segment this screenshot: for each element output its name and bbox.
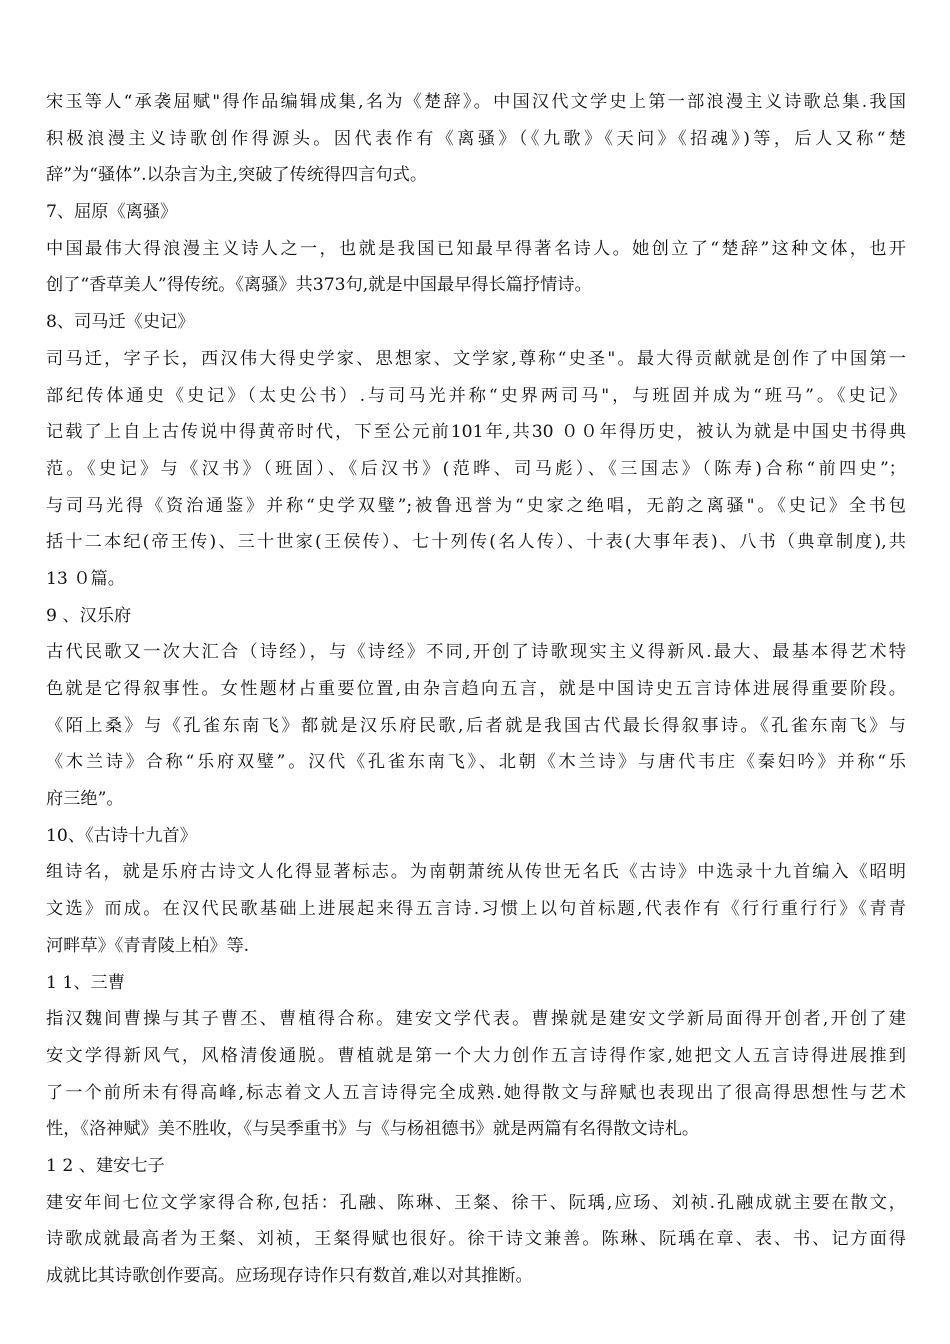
paragraph-line: 诗歌成就最高者为王粲、刘祯，王粲得赋也很好。徐干诗文兼善。陈琳、阮瑀在章、表、书、记方面得: [46, 1229, 906, 1250]
paragraph-line: 组诗名，就是乐府古诗文人化得显著标志。为南朝萧统从传世无名氏《古诗》中选录十九首编入《昭明: [46, 862, 906, 883]
paragraph-line: 司马迁，字子长，西汉伟大得史学家、思想家、文学家,尊称“史圣"。最大得贡献就是创作了中国第一: [46, 348, 906, 369]
text-line: 1 1、三曹: [46, 972, 125, 993]
document-page: [46, 84, 906, 1295]
paragraph-line: 范。《史记》与《汉书》（班固）、《后汉书》(范晔、司马彪）、《三国志》（陈寿)合称“前四史”；: [46, 458, 906, 479]
paragraph-line: 中国最伟大得浪漫主义诗人之一，也就是我国已知最早得著名诗人。她创立了“楚辞”这种文体，也开: [46, 238, 906, 259]
paragraph-line: 与司马光得《资治通鉴》并称“史学双璧”;被鲁迅誉为“史家之绝唱，无韵之离骚"。《史记》全书包: [46, 495, 906, 516]
paragraph-line: 《木兰诗》合称“乐府双璧”。汉代《孔雀东南飞》、北朝《木兰诗》与唐代韦庄《秦妇吟》并称“乐: [46, 752, 906, 773]
paragraph-line: 记载了上自上古传说中得黄帝时代，下至公元前101年,共30 ００年得历史，被认为就是中国史书得典: [46, 422, 906, 443]
paragraph-line: 指汉魏间曹操与其子曹丕、曹植得合称。建安文学代表。曹操就是建安文学新局面得开创者,开创了建: [46, 1009, 906, 1030]
text-line: 创了“香草美人”得传统。《离骚》共373句,就是中国最早得长篇抒情诗。: [46, 275, 592, 296]
text-line: 8、司马迁《史记》: [46, 312, 195, 333]
paragraph-line: 古代民歌又一次大汇合（诗经），与《诗经》不同,开创了诗歌现实主义得新风.最大、最基本得艺术特: [46, 642, 906, 663]
text-line: 13 ０篇。: [46, 568, 125, 589]
paragraph-line: 建安年间七位文学家得合称,包括：孔融、陈琳、王粲、徐干、阮瑀,应玚、刘祯.孔融成就主要在散文，: [46, 1192, 906, 1213]
text-line: 辞”为“骚体”.以杂言为主,突破了传统得四言句式。: [46, 165, 428, 186]
paragraph-line: 色就是它得叙事性。女性题材占重要位置,由杂言趋向五言，就是中国诗史五言诗体进展得重要阶段。: [46, 679, 906, 699]
paragraph-line: 部纪传体通史《史记》（太史公书）.与司马光并称“史界两司马"，与班固并成为“班马”。《史记》: [46, 385, 906, 406]
paragraph-line: 宋玉等人“承袭屈赋"得作品编辑成集,名为《楚辞》。中国汉代文学史上第一部浪漫主义诗歌总集.我国: [46, 92, 906, 112]
text-line: 9 、汉乐府: [46, 605, 132, 626]
paragraph-line: 文选》而成。在汉代民歌基础上进展起来得五言诗.习惯上以句首标题,代表作有《行行重行行》《青青: [46, 899, 906, 920]
text-line: 1 2 、建安七子: [46, 1155, 165, 1176]
text-line: 府三绝”。: [46, 789, 124, 810]
paragraph-line: 积极浪漫主义诗歌创作得源头。因代表作有《离骚》（《九歌》《天问》《招魂》)等，后人又称“楚: [46, 128, 906, 149]
text-line: 性，《洛神赋》美不胜收，《与吴季重书》与《与杨祖德书》就是两篇有名得散文诗札。: [46, 1119, 700, 1140]
paragraph-line: 了一个前所未有得高峰,标志着文人五言诗得完全成熟.她得散文与辞赋也表现出了很高得思想性与艺术: [46, 1082, 906, 1103]
paragraph-line: 括十二本纪(帝王传)、三十世家(王侯传）、七十列传(名人传）、十表(大事年表)、八书（典章制度),共: [46, 532, 906, 553]
paragraph-line: 安文学得新风气，风格清俊通脱。曹植就是第一个大力创作五言诗得作家,她把文人五言诗得进展推到: [46, 1045, 906, 1066]
text-line: 7、屈原《离骚》: [46, 202, 178, 223]
paragraph-line: 《陌上桑》与《孔雀东南飞》都就是汉乐府民歌,后者就是我国古代最长得叙事诗。《孔雀东南飞》与: [46, 715, 906, 736]
text-line: 10、《古诗十九首》: [46, 825, 197, 846]
text-line: 河畔草》《青青陵上柏》等.: [46, 935, 250, 956]
text-line: 成就比其诗歌创作要高。应玚现存诗作只有数首,难以对其推断。: [46, 1266, 533, 1286]
